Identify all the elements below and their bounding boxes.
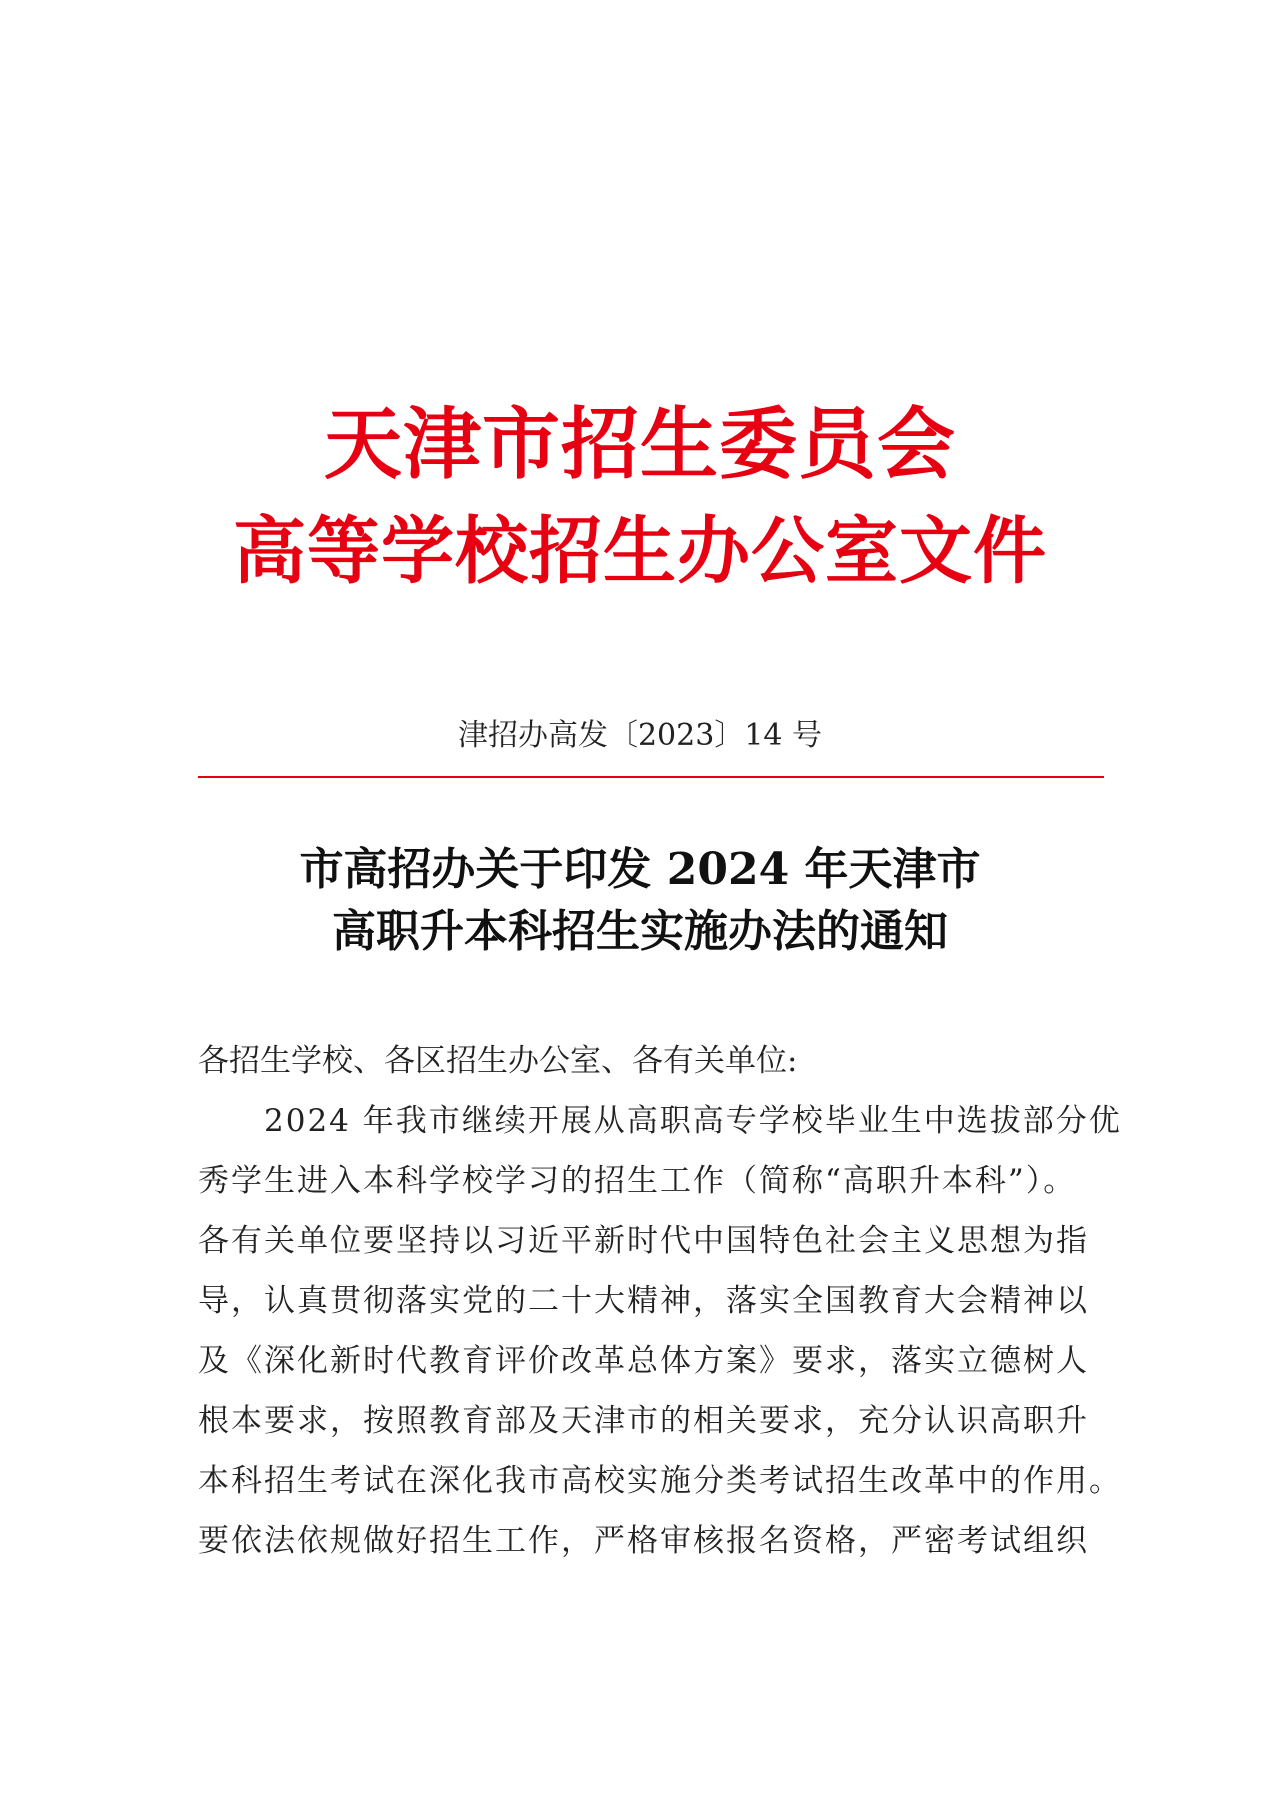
masthead-line-1: 天津市招生委员会	[323, 399, 956, 490]
notice-title-line-2: 高职升本科招生实施办法的通知	[332, 906, 948, 957]
salutation: 各招生学校、各区招生办公室、各有关单位:	[198, 1043, 798, 1079]
body-line: 要依法依规做好招生工作，严格审核报名资格，严密考试组织	[198, 1523, 1089, 1559]
red-divider-line	[198, 776, 1104, 778]
masthead-line-2: 高等学校招生办公室文件	[233, 508, 1047, 594]
body-line: 2024 年我市继续开展从高职高专学校毕业生中选拔部分优	[198, 1103, 1122, 1139]
body-line: 及《深化新时代教育评价改革总体方案》要求，落实立德树人	[198, 1343, 1089, 1379]
body-line: 根本要求，按照教育部及天津市的相关要求，充分认识高职升	[198, 1403, 1089, 1439]
body-line: 本科招生考试在深化我市高校实施分类考试招生改革中的作用。	[198, 1463, 1122, 1499]
notice-title-line-1: 市高招办关于印发 2024 年天津市	[299, 844, 981, 895]
body-line: 秀学生进入本科学校学习的招生工作（简称“高职升本科”）。	[198, 1163, 1077, 1199]
document-number: 津招办高发〔2023〕14 号	[457, 718, 823, 753]
body-line: 导，认真贯彻落实党的二十大精神，落实全国教育大会精神以	[198, 1283, 1089, 1319]
body-line: 各有关单位要坚持以习近平新时代中国特色社会主义思想为指	[198, 1223, 1089, 1259]
